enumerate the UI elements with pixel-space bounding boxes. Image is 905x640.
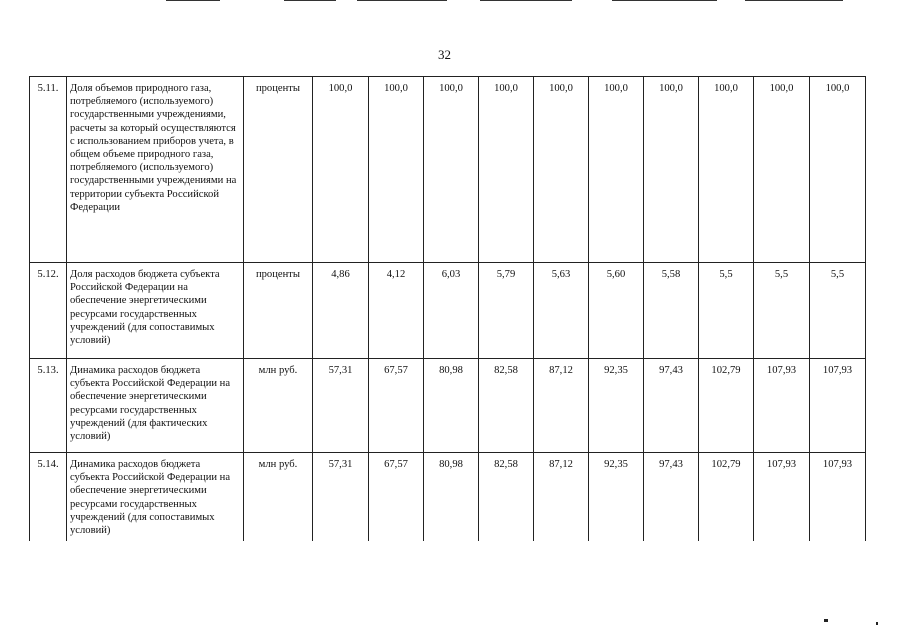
top-rule [166, 0, 220, 1]
value-cell: 5,60 [589, 263, 644, 359]
value-cell: 97,43 [644, 359, 699, 453]
value-cell: 5,79 [479, 263, 534, 359]
value-cell: 100,0 [313, 77, 369, 263]
unit: млн руб. [244, 453, 313, 542]
table-row [30, 263, 866, 359]
value-cell: 100,0 [479, 77, 534, 263]
value-cell: 87,12 [534, 359, 589, 453]
row-number: 5.12. [30, 263, 67, 359]
unit: проценты [244, 77, 313, 263]
value-cell: 57,31 [313, 359, 369, 453]
value-cell: 4,12 [369, 263, 424, 359]
table-row [30, 453, 866, 542]
row-number: 5.14. [30, 453, 67, 542]
top-rule [612, 0, 717, 1]
value-cell: 100,0 [369, 77, 424, 263]
top-rule [745, 0, 843, 1]
value-cell: 5,63 [534, 263, 589, 359]
value-cell: 107,93 [810, 359, 866, 453]
unit: проценты [244, 263, 313, 359]
indicators-table [29, 76, 866, 541]
value-cell: 97,43 [644, 453, 699, 542]
top-rule [480, 0, 572, 1]
top-rule [284, 0, 336, 1]
row-number: 5.11. [30, 77, 67, 263]
indicator-name: Доля расходов бюджета субъекта Российской Федерации на обеспечение энергетическими ресурсами государственных учреждений (для сопоставимых условий) [67, 263, 244, 359]
value-cell: 92,35 [589, 359, 644, 453]
value-cell: 5,5 [754, 263, 810, 359]
scan-mark [824, 619, 828, 622]
indicator-name: Динамика расходов бюджета субъекта Российской Федерации на обеспечение энергетическими ресурсами государственных учреждений (для сопоставимых условий) [67, 453, 244, 542]
value-cell: 80,98 [424, 359, 479, 453]
value-cell: 100,0 [534, 77, 589, 263]
value-cell: 82,58 [479, 359, 534, 453]
row-number: 5.13. [30, 359, 67, 453]
unit: млн руб. [244, 359, 313, 453]
value-cell: 80,98 [424, 453, 479, 542]
scan-mark [876, 622, 878, 625]
value-cell: 5,58 [644, 263, 699, 359]
value-cell: 102,79 [699, 453, 754, 542]
indicator-name: Динамика расходов бюджета субъекта Российской Федерации на обеспечение энергетическими ресурсами государственных учреждений (для фактических условий) [67, 359, 244, 453]
page-number: 32 [438, 47, 451, 62]
top-rule [357, 0, 447, 1]
value-cell: 92,35 [589, 453, 644, 542]
table-row [30, 359, 866, 453]
value-cell: 100,0 [810, 77, 866, 263]
value-cell: 4,86 [313, 263, 369, 359]
indicator-name: Доля объемов природного газа, потребляемого (используемого) государственными учреждениями, расчеты за который осуществляются с использованием приборов учета, в общем объеме природного газа, потребляемого (используемого) государственными учреждениями на территории субъекта Российской Федерации [67, 77, 244, 263]
value-cell: 67,57 [369, 359, 424, 453]
value-cell: 6,03 [424, 263, 479, 359]
value-cell: 82,58 [479, 453, 534, 542]
value-cell: 57,31 [313, 453, 369, 542]
value-cell: 100,0 [699, 77, 754, 263]
value-cell: 5,5 [810, 263, 866, 359]
value-cell: 100,0 [589, 77, 644, 263]
table-row [30, 77, 866, 263]
value-cell: 100,0 [644, 77, 699, 263]
value-cell: 87,12 [534, 453, 589, 542]
value-cell: 100,0 [424, 77, 479, 263]
value-cell: 107,93 [754, 453, 810, 542]
value-cell: 67,57 [369, 453, 424, 542]
value-cell: 102,79 [699, 359, 754, 453]
value-cell: 5,5 [699, 263, 754, 359]
value-cell: 107,93 [810, 453, 866, 542]
value-cell: 100,0 [754, 77, 810, 263]
value-cell: 107,93 [754, 359, 810, 453]
